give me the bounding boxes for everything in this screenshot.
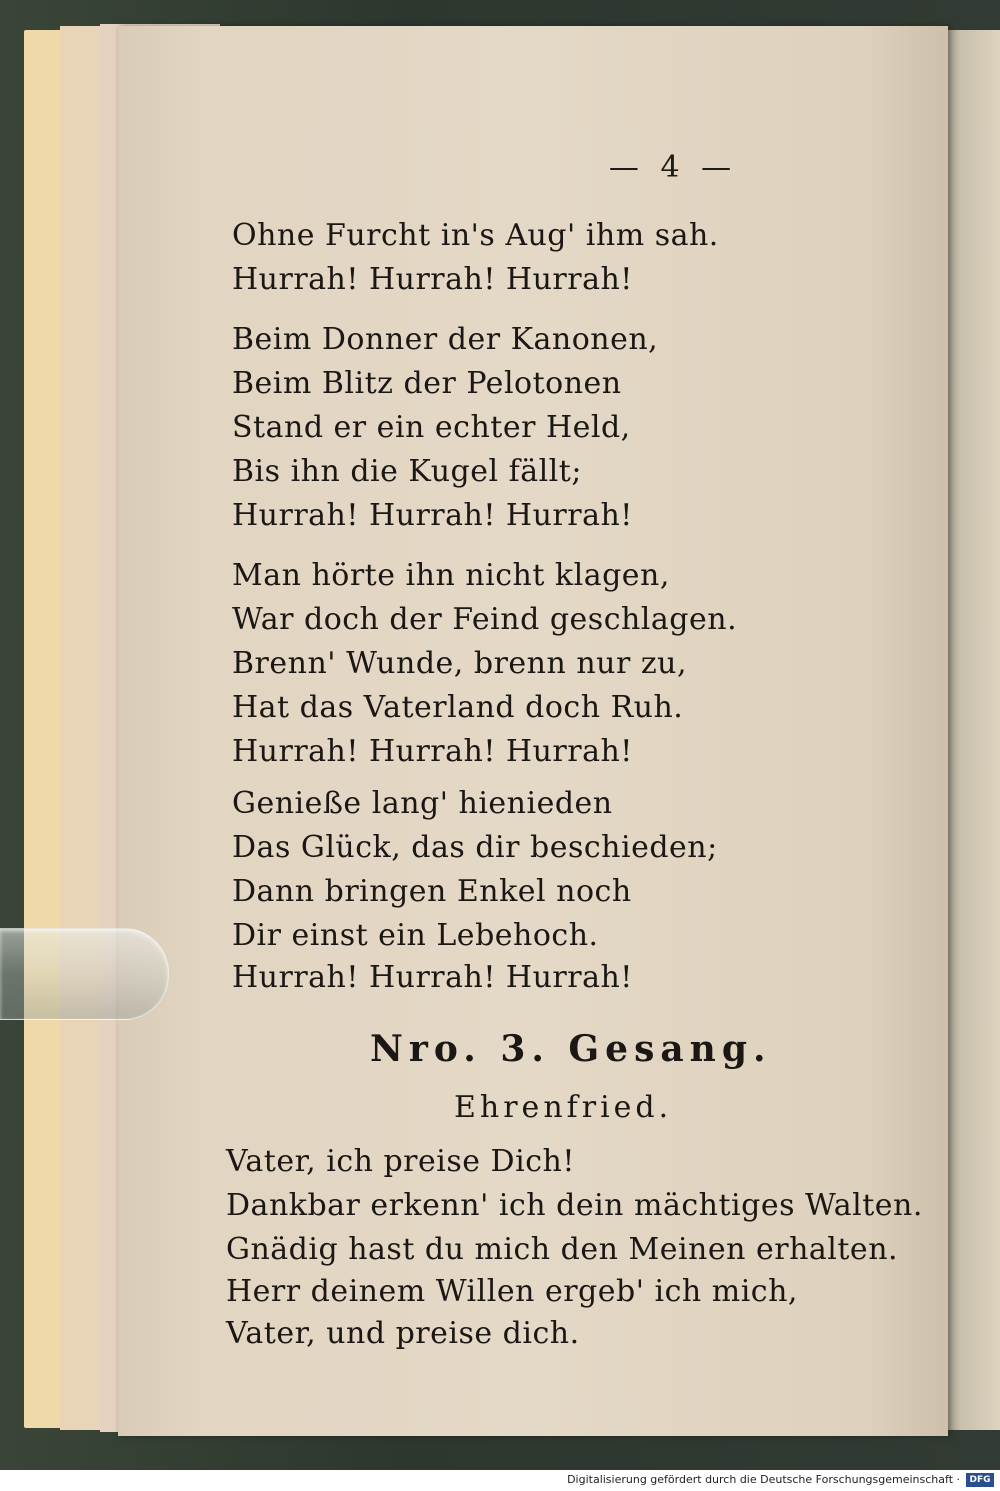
poem-line: Genieße lang' hienieden [232, 786, 613, 821]
right-page-edge [940, 30, 1000, 1430]
song-line: Herr deinem Willen ergeb' ich mich, [226, 1274, 798, 1309]
dfg-logo-icon: DFG [966, 1473, 994, 1487]
footer-bar [0, 1470, 1000, 1491]
song-line: Vater, und preise dich. [226, 1316, 580, 1351]
song-line: Vater, ich preise Dich! [226, 1144, 575, 1179]
poem-line: War doch der Feind geschlagen. [232, 602, 738, 637]
song-subheading: Ehrenfried. [454, 1090, 673, 1125]
poem-line: Das Glück, das dir beschieden; [232, 830, 718, 865]
poem-line: Hurrah! Hurrah! Hurrah! [232, 498, 633, 533]
poem-line: Brenn' Wunde, brenn nur zu, [232, 646, 688, 681]
poem-line: Stand er ein echter Held, [232, 410, 631, 445]
poem-line: Beim Blitz der Pelotonen [232, 366, 622, 401]
funding-notice: Digitalisierung gefördert durch die Deutsche Forschungsgemeinschaft · [567, 1473, 960, 1486]
poem-line: Hurrah! Hurrah! Hurrah! [232, 734, 633, 769]
book-page [118, 26, 948, 1436]
song-heading: Nro. 3. Gesang. [370, 1028, 772, 1070]
poem-line: Hat das Vaterland doch Ruh. [232, 690, 684, 725]
poem-line: Hurrah! Hurrah! Hurrah! [232, 262, 633, 297]
poem-line: Dann bringen Enkel noch [232, 874, 632, 909]
poem-line: Ohne Furcht in's Aug' ihm sah. [232, 218, 719, 253]
page-number: — 4 — [608, 150, 738, 185]
glass-page-holder [0, 928, 169, 1020]
song-line: Gnädig hast du mich den Meinen erhalten. [226, 1232, 899, 1267]
poem-line: Bis ihn die Kugel fällt; [232, 454, 582, 489]
poem-line: Beim Donner der Kanonen, [232, 322, 659, 357]
poem-line: Hurrah! Hurrah! Hurrah! [232, 960, 633, 995]
poem-line: Dir einst ein Lebehoch. [232, 918, 599, 953]
poem-line: Man hörte ihn nicht klagen, [232, 558, 670, 593]
song-line: Dankbar erkenn' ich dein mächtiges Walten. [226, 1188, 923, 1223]
